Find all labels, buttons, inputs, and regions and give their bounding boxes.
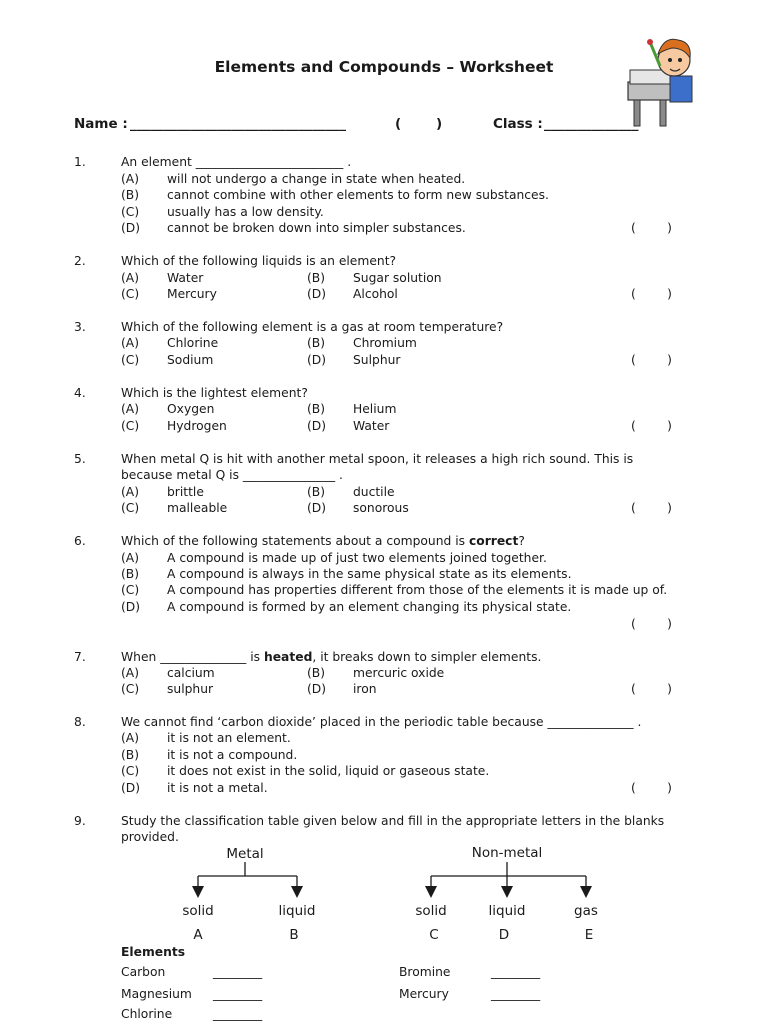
register-paren-open: (: [395, 116, 402, 132]
q5-option-b-letter: (B): [307, 485, 326, 499]
question-9-stem-line-1: Study the classification table given below and fill in the appropriate letters in the blanks: [121, 814, 665, 828]
q2-option-a-text: Water: [167, 271, 204, 285]
q8-answer-bracket[interactable]: ( ): [631, 781, 672, 795]
q4-option-b-letter: (B): [307, 402, 326, 416]
q1-option-b-text: cannot combine with other elements to form new substances.: [167, 188, 549, 202]
q4-option-d-text: Water: [353, 419, 390, 433]
q7-option-c-text: sulphur: [167, 682, 214, 696]
q8-option-d-letter: (D): [121, 781, 141, 795]
q2-option-a-letter: (A): [121, 271, 140, 285]
element-chlorine-blank[interactable]: ________: [213, 1007, 263, 1021]
q4-option-a-letter: (A): [121, 402, 140, 416]
q5-option-c-letter: (C): [121, 501, 140, 515]
q4-option-b-text: Helium: [353, 402, 397, 416]
question-6-stem-bold: correct: [468, 534, 519, 548]
elements-heading: Elements: [121, 945, 186, 959]
question-5-stem-line-1: When metal Q is hit with another metal spoon, it releases a high rich sound. This is: [121, 452, 634, 466]
question-6-stem-pre: Which of the following statements about a compound is: [121, 534, 469, 548]
element-bromine-label: Bromine: [399, 965, 451, 979]
q5-option-a-text: brittle: [167, 485, 204, 499]
q8-option-c-letter: (C): [121, 764, 140, 778]
q1-answer-bracket[interactable]: ( ): [631, 221, 672, 235]
q2-option-b-letter: (B): [307, 271, 326, 285]
q1-option-b-letter: (B): [121, 188, 140, 202]
q8-option-d-text: it is not a metal.: [167, 781, 268, 795]
nonmetal-liquid-arrow-icon: [501, 886, 513, 898]
question-6-number: 6.: [74, 534, 86, 548]
q6-answer-bracket[interactable]: ( ): [631, 617, 672, 631]
q5-answer-bracket[interactable]: ( ): [631, 501, 672, 515]
metal-liquid-letter: B: [289, 927, 299, 943]
q8-option-b-letter: (B): [121, 748, 140, 762]
q5-option-b-text: ductile: [353, 485, 395, 499]
name-blank[interactable]: ________________________________: [130, 116, 346, 132]
q6-option-b-text: A compound is always in the same physical state as its elements.: [167, 567, 572, 581]
metal-solid-letter: A: [193, 927, 203, 943]
q7-option-b-text: mercuric oxide: [353, 666, 445, 680]
element-bromine-blank[interactable]: ________: [491, 965, 541, 979]
q3-option-a-text: Chlorine: [167, 336, 219, 350]
name-label: Name :: [74, 116, 128, 132]
nonmetal-solid-arrow-icon: [425, 886, 437, 898]
q4-answer-bracket[interactable]: ( ): [631, 419, 672, 433]
q5-option-d-text: sonorous: [353, 501, 409, 515]
q7-option-b-letter: (B): [307, 666, 326, 680]
q1-option-a-letter: (A): [121, 172, 140, 186]
question-7-stem-pre: When ______________ is: [121, 650, 264, 664]
element-magnesium-label: Magnesium: [121, 987, 192, 1001]
q1-option-a-text: will not undergo a change in state when heated.: [167, 172, 466, 186]
q7-option-a-letter: (A): [121, 666, 140, 680]
q6-option-d-letter: (D): [121, 600, 141, 614]
q1-option-d-text: cannot be broken down into simpler substances.: [167, 221, 466, 235]
q5-option-c-text: malleable: [167, 501, 228, 515]
metal-liquid-label: liquid: [278, 903, 316, 919]
q8-option-a-text: it is not an element.: [167, 731, 291, 745]
q2-option-b-text: Sugar solution: [353, 271, 442, 285]
q2-option-d-letter: (D): [307, 287, 327, 301]
question-3-stem: Which of the following element is a gas at room temperature?: [121, 320, 504, 334]
question-1-stem: An element ________________________ .: [121, 155, 352, 169]
question-7-stem-bold: heated: [263, 650, 313, 664]
question-5-stem-line-2: because metal Q is _______________ .: [121, 468, 343, 482]
question-4-number: 4.: [74, 386, 86, 400]
q6-option-b-letter: (B): [121, 567, 140, 581]
q1-option-c-letter: (C): [121, 205, 140, 219]
q2-option-c-letter: (C): [121, 287, 140, 301]
q2-option-c-text: Mercury: [167, 287, 217, 301]
metal-solid-label: solid: [182, 903, 214, 919]
nonmetal-liquid-label: liquid: [488, 903, 526, 919]
question-7-stem-post: , it breaks down to simpler elements.: [312, 650, 542, 664]
question-9-number: 9.: [74, 814, 86, 828]
q6-option-a-text: A compound is made up of just two elements joined together.: [167, 551, 547, 565]
element-carbon-blank[interactable]: ________: [213, 965, 263, 979]
q4-option-c-letter: (C): [121, 419, 140, 433]
q3-answer-bracket[interactable]: ( ): [631, 353, 672, 367]
q7-option-c-letter: (C): [121, 682, 140, 696]
q3-option-d-text: Sulphur: [353, 353, 401, 367]
nonmetal-liquid-letter: D: [498, 927, 510, 943]
q7-option-d-letter: (D): [307, 682, 327, 696]
question-8-number: 8.: [74, 715, 86, 729]
question-6-stem-post: ?: [518, 534, 525, 548]
metal-label: Metal: [226, 846, 264, 862]
q1-option-d-letter: (D): [121, 221, 141, 235]
q1-option-c-text: usually has a low density.: [167, 205, 324, 219]
q2-answer-bracket[interactable]: ( ): [631, 287, 672, 301]
question-7-number: 7.: [74, 650, 86, 664]
q7-option-d-text: iron: [353, 682, 377, 696]
q8-option-b-text: it is not a compound.: [167, 748, 298, 762]
q6-option-c-letter: (C): [121, 583, 140, 597]
nonmetal-label: Non-metal: [471, 845, 543, 861]
page-title: Elements and Compounds – Worksheet: [214, 58, 554, 76]
nonmetal-solid-label: solid: [415, 903, 447, 919]
q8-option-c-text: it does not exist in the solid, liquid or gaseous state.: [167, 764, 490, 778]
question-4-stem: Which is the lightest element?: [121, 386, 308, 400]
nonmetal-gas-arrow-icon: [580, 886, 592, 898]
q3-option-c-letter: (C): [121, 353, 140, 367]
q5-option-d-letter: (D): [307, 501, 327, 515]
q3-option-d-letter: (D): [307, 353, 327, 367]
q7-answer-bracket[interactable]: ( ): [631, 682, 672, 696]
element-magnesium-blank[interactable]: ________: [213, 987, 263, 1001]
q2-option-d-text: Alcohol: [353, 287, 398, 301]
class-label: Class :: [493, 116, 543, 132]
nonmetal-gas-label: gas: [574, 903, 598, 919]
q4-option-c-text: Hydrogen: [167, 419, 227, 433]
q3-option-b-text: Chromium: [353, 336, 417, 350]
q7-option-a-text: calcium: [167, 666, 215, 680]
question-8-stem: We cannot find ‘carbon dioxide’ placed in the periodic table because ______________ .: [121, 715, 642, 729]
question-2-stem: Which of the following liquids is an element?: [121, 254, 397, 268]
question-9-stem-line-2: provided.: [121, 830, 179, 844]
question-2-number: 2.: [74, 254, 86, 268]
q4-option-d-letter: (D): [307, 419, 327, 433]
element-carbon-label: Carbon: [121, 965, 166, 979]
register-paren-close: ): [436, 116, 443, 132]
question-5-number: 5.: [74, 452, 86, 466]
nonmetal-solid-letter: C: [429, 927, 439, 943]
q3-option-b-letter: (B): [307, 336, 326, 350]
question-3-number: 3.: [74, 320, 86, 334]
element-chlorine-label: Chlorine: [121, 1007, 173, 1021]
q3-option-c-text: Sodium: [167, 353, 214, 367]
class-blank[interactable]: ______________: [544, 116, 639, 132]
q5-option-a-letter: (A): [121, 485, 140, 499]
nonmetal-gas-letter: E: [584, 927, 594, 943]
metal-solid-arrow-icon: [192, 886, 204, 898]
q6-option-a-letter: (A): [121, 551, 140, 565]
q6-option-d-text: A compound is formed by an element changing its physical state.: [167, 600, 572, 614]
q8-option-a-letter: (A): [121, 731, 140, 745]
question-1-number: 1.: [74, 155, 86, 169]
metal-liquid-arrow-icon: [291, 886, 303, 898]
q6-option-c-text: A compound has properties different from those of the elements it is made up of.: [167, 583, 668, 597]
element-mercury-blank[interactable]: ________: [491, 987, 541, 1001]
q4-option-a-text: Oxygen: [167, 402, 215, 416]
element-mercury-label: Mercury: [399, 987, 449, 1001]
q3-option-a-letter: (A): [121, 336, 140, 350]
